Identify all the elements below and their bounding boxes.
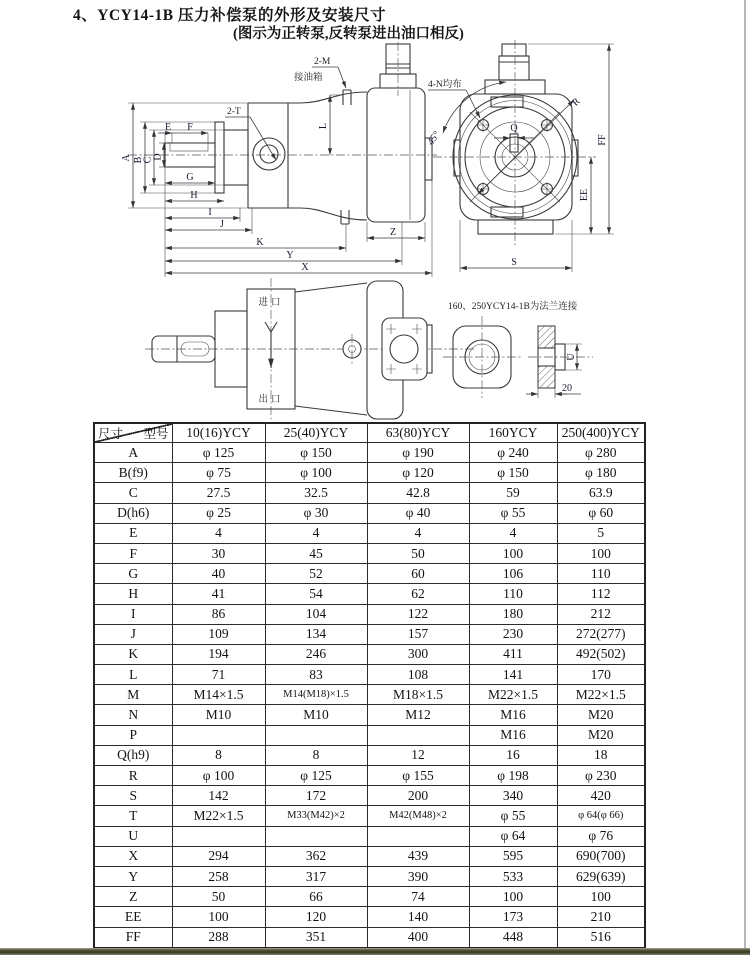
spec-value-cell: 122 bbox=[367, 604, 469, 624]
spec-table bbox=[93, 422, 646, 949]
spec-value-cell: 448 bbox=[469, 927, 557, 948]
spec-row bbox=[94, 826, 645, 846]
spec-table-header-row bbox=[94, 423, 645, 443]
spec-value-cell: φ 40 bbox=[367, 503, 469, 523]
spec-value-cell: 533 bbox=[469, 866, 557, 886]
spec-row bbox=[94, 887, 645, 907]
spec-value-cell: 108 bbox=[367, 665, 469, 685]
spec-value-cell: 59 bbox=[469, 483, 557, 503]
spec-value-cell: 100 bbox=[469, 887, 557, 907]
flange-note: 160、250YCY14-1B为法兰连接 bbox=[448, 302, 578, 312]
spec-value-cell: 690(700) bbox=[557, 846, 645, 866]
dimension-name-cell: Y bbox=[94, 866, 172, 886]
spec-row bbox=[94, 705, 645, 725]
spec-value-cell: 41 bbox=[172, 584, 265, 604]
dim-label-x: X bbox=[301, 262, 309, 273]
dim-label-a: A bbox=[121, 154, 132, 162]
pump-top-outline bbox=[152, 281, 432, 419]
dim-label-j: J bbox=[220, 219, 224, 230]
side-dims-top bbox=[158, 122, 208, 143]
spec-value-cell: 180 bbox=[469, 604, 557, 624]
top-view-drawing bbox=[145, 276, 475, 426]
spec-value-cell: φ 150 bbox=[469, 463, 557, 483]
spec-value-cell: 18 bbox=[557, 745, 645, 765]
spec-table-body bbox=[94, 443, 645, 949]
front-view-drawing bbox=[425, 40, 643, 298]
dim-label-z: Z bbox=[389, 227, 397, 238]
spec-value-cell: 390 bbox=[367, 866, 469, 886]
spec-value-cell: M33(M42)×2 bbox=[265, 806, 367, 826]
spec-value-cell: 141 bbox=[469, 665, 557, 685]
spec-row bbox=[94, 443, 645, 463]
spec-value-cell: 12 bbox=[367, 745, 469, 765]
dim-label-g: G bbox=[186, 172, 194, 183]
spec-value-cell: 272(277) bbox=[557, 624, 645, 644]
dimension-name-cell: H bbox=[94, 584, 172, 604]
dimension-name-cell: Z bbox=[94, 887, 172, 907]
dimension-name-cell: L bbox=[94, 665, 172, 685]
spec-value-cell: 110 bbox=[469, 584, 557, 604]
spec-value-cell: M10 bbox=[172, 705, 265, 725]
drain-port-note-2: 接油箱 bbox=[294, 73, 323, 83]
dimension-name-cell: C bbox=[94, 483, 172, 503]
corner-cell bbox=[94, 423, 172, 443]
spec-value-cell: 104 bbox=[265, 604, 367, 624]
dimension-name-cell: P bbox=[94, 725, 172, 745]
model-header-cell: 160YCY bbox=[469, 423, 557, 443]
spec-value-cell: 27.5 bbox=[172, 483, 265, 503]
spec-value-cell: φ 150 bbox=[265, 443, 367, 463]
dimension-name-cell: F bbox=[94, 543, 172, 563]
spec-value-cell: 142 bbox=[172, 786, 265, 806]
spec-value-cell: 66 bbox=[265, 887, 367, 907]
spec-value-cell: M14×1.5 bbox=[172, 685, 265, 705]
spec-value-cell: 629(639) bbox=[557, 866, 645, 886]
spec-value-cell: φ 30 bbox=[265, 503, 367, 523]
port-boss-circle bbox=[253, 138, 285, 170]
angle-label: 45° bbox=[425, 129, 443, 148]
spec-value-cell: 351 bbox=[265, 927, 367, 948]
spec-value-cell: 362 bbox=[265, 846, 367, 866]
corner-label-dimension: 尺寸 bbox=[98, 427, 124, 441]
dim-label-y: Y bbox=[286, 250, 294, 261]
spec-row bbox=[94, 523, 645, 543]
spec-value-cell: 106 bbox=[469, 564, 557, 584]
spec-value-cell: 8 bbox=[172, 745, 265, 765]
spec-value-cell: φ 55 bbox=[469, 503, 557, 523]
spec-value-cell: φ 190 bbox=[367, 443, 469, 463]
spec-value-cell: 300 bbox=[367, 644, 469, 664]
spec-value-cell: 63.9 bbox=[557, 483, 645, 503]
dim-label-c: C bbox=[142, 156, 154, 164]
spec-value-cell: φ 76 bbox=[557, 826, 645, 846]
spec-row bbox=[94, 665, 645, 685]
spec-row bbox=[94, 725, 645, 745]
dimension-name-cell: FF bbox=[94, 927, 172, 948]
spec-row bbox=[94, 483, 645, 503]
spec-value-cell: M20 bbox=[557, 705, 645, 725]
spec-value-cell: φ 125 bbox=[265, 766, 367, 786]
spec-value-cell: 246 bbox=[265, 644, 367, 664]
spec-row bbox=[94, 745, 645, 765]
spec-value-cell: 210 bbox=[557, 907, 645, 927]
spec-row bbox=[94, 644, 645, 664]
spec-value-cell: 30 bbox=[172, 543, 265, 563]
dimension-name-cell: D(h6) bbox=[94, 503, 172, 523]
spec-value-cell: 52 bbox=[265, 564, 367, 584]
dim-label-r: R bbox=[570, 95, 583, 109]
spec-value-cell: M18×1.5 bbox=[367, 685, 469, 705]
spec-value-cell: 110 bbox=[557, 564, 645, 584]
spec-value-cell bbox=[367, 826, 469, 846]
dimension-name-cell: I bbox=[94, 604, 172, 624]
dim-label-i: I bbox=[208, 207, 212, 218]
spec-value-cell: 100 bbox=[557, 887, 645, 907]
spec-row bbox=[94, 463, 645, 483]
dimension-name-cell: A bbox=[94, 443, 172, 463]
spec-value-cell: 172 bbox=[265, 786, 367, 806]
spec-value-cell: 8 bbox=[265, 745, 367, 765]
top-drain-port bbox=[343, 90, 351, 105]
dim-label-s: S bbox=[511, 257, 517, 268]
spec-value-cell: M14(M18)×1.5 bbox=[265, 685, 367, 705]
spec-row bbox=[94, 584, 645, 604]
spec-value-cell: 595 bbox=[469, 846, 557, 866]
spec-value-cell: M10 bbox=[265, 705, 367, 725]
spec-value-cell: 340 bbox=[469, 786, 557, 806]
spec-value-cell: φ 155 bbox=[367, 766, 469, 786]
spec-value-cell: 50 bbox=[367, 543, 469, 563]
spec-row bbox=[94, 766, 645, 786]
spec-value-cell: 439 bbox=[367, 846, 469, 866]
spec-value-cell: 74 bbox=[367, 887, 469, 907]
dim-label-b: B bbox=[133, 156, 144, 164]
dimension-name-cell: U bbox=[94, 826, 172, 846]
spec-value-cell: 62 bbox=[367, 584, 469, 604]
flange-detail-drawing bbox=[443, 286, 633, 426]
spec-value-cell: 4 bbox=[172, 523, 265, 543]
dimension-name-cell: N bbox=[94, 705, 172, 725]
inlet-label: 进口 bbox=[258, 298, 284, 308]
spec-value-cell: 492(502) bbox=[557, 644, 645, 664]
page-subtitle: (图示为正转泵,反转泵进出油口相反) bbox=[233, 26, 464, 42]
spec-value-cell: M22×1.5 bbox=[469, 685, 557, 705]
pump-side-outline bbox=[165, 44, 432, 224]
page-edge-line bbox=[744, 0, 746, 948]
spec-value-cell: M42(M48)×2 bbox=[367, 806, 469, 826]
page-title: 4、YCY14-1B 压力补偿泵的外形及安装尺寸 bbox=[73, 7, 386, 24]
pump-front-outline bbox=[433, 40, 596, 246]
dim-label-l: L bbox=[318, 122, 329, 130]
spec-value-cell: 16 bbox=[469, 745, 557, 765]
dimension-name-cell: S bbox=[94, 786, 172, 806]
flange-section-view bbox=[526, 326, 593, 398]
spec-row bbox=[94, 866, 645, 886]
model-header-cell: 10(16)YCY bbox=[172, 423, 265, 443]
dim-label-thickness: 20 bbox=[562, 383, 572, 394]
spec-value-cell: 4 bbox=[265, 523, 367, 543]
spec-value-cell: 288 bbox=[172, 927, 265, 948]
spec-value-cell: φ 230 bbox=[557, 766, 645, 786]
dimension-name-cell: R bbox=[94, 766, 172, 786]
spec-row bbox=[94, 846, 645, 866]
spec-value-cell: 140 bbox=[367, 907, 469, 927]
spec-value-cell: φ 240 bbox=[469, 443, 557, 463]
dim-label-h: H bbox=[190, 190, 198, 201]
spec-row bbox=[94, 624, 645, 644]
dimension-name-cell: B(f9) bbox=[94, 463, 172, 483]
dimension-name-cell: M bbox=[94, 685, 172, 705]
spec-value-cell: 317 bbox=[265, 866, 367, 886]
spec-value-cell: 109 bbox=[172, 624, 265, 644]
spec-value-cell: 100 bbox=[557, 543, 645, 563]
spec-value-cell: φ 25 bbox=[172, 503, 265, 523]
dimension-name-cell: X bbox=[94, 846, 172, 866]
spec-value-cell: 54 bbox=[265, 584, 367, 604]
spec-value-cell: M22×1.5 bbox=[172, 806, 265, 826]
spec-value-cell: 294 bbox=[172, 846, 265, 866]
spec-value-cell: 120 bbox=[265, 907, 367, 927]
spec-value-cell: φ 64 bbox=[469, 826, 557, 846]
dim-label-k: K bbox=[256, 237, 264, 248]
spec-value-cell: 258 bbox=[172, 866, 265, 886]
spec-value-cell: M12 bbox=[367, 705, 469, 725]
spec-value-cell: φ 64(φ 66) bbox=[557, 806, 645, 826]
spec-value-cell: φ 60 bbox=[557, 503, 645, 523]
spec-value-cell bbox=[265, 826, 367, 846]
spec-value-cell bbox=[172, 826, 265, 846]
spec-row bbox=[94, 543, 645, 563]
spec-value-cell: 5 bbox=[557, 523, 645, 543]
spec-value-cell: 32.5 bbox=[265, 483, 367, 503]
spec-value-cell: φ 180 bbox=[557, 463, 645, 483]
drain-port-note: 2-M bbox=[314, 57, 331, 67]
dimension-name-cell: E bbox=[94, 523, 172, 543]
dimension-name-cell: K bbox=[94, 644, 172, 664]
spec-row bbox=[94, 503, 645, 523]
spec-value-cell: 516 bbox=[557, 927, 645, 948]
spec-value-cell: M20 bbox=[557, 725, 645, 745]
spec-value-cell: φ 125 bbox=[172, 443, 265, 463]
spec-value-cell: φ 55 bbox=[469, 806, 557, 826]
outlet-label: 出口 bbox=[258, 395, 284, 405]
dimension-name-cell: T bbox=[94, 806, 172, 826]
side-leaders bbox=[225, 57, 346, 160]
spec-value-cell: 170 bbox=[557, 665, 645, 685]
spec-value-cell: 134 bbox=[265, 624, 367, 644]
rear-flange bbox=[382, 318, 427, 380]
flange-face-view bbox=[443, 316, 523, 398]
dimension-name-cell: Q(h9) bbox=[94, 745, 172, 765]
dimension-name-cell: EE bbox=[94, 907, 172, 927]
side-dims-right bbox=[318, 95, 425, 242]
spec-value-cell: 212 bbox=[557, 604, 645, 624]
spec-value-cell: 40 bbox=[172, 564, 265, 584]
spec-row bbox=[94, 927, 645, 948]
spec-value-cell: 4 bbox=[367, 523, 469, 543]
spec-row bbox=[94, 564, 645, 584]
side-view-drawing bbox=[90, 42, 443, 287]
thread-port-note: 2-T bbox=[227, 107, 241, 117]
spec-value-cell: 420 bbox=[557, 786, 645, 806]
side-dims-left bbox=[121, 103, 248, 208]
spec-value-cell: M22×1.5 bbox=[557, 685, 645, 705]
spec-value-cell: φ 120 bbox=[367, 463, 469, 483]
spec-value-cell: M16 bbox=[469, 725, 557, 745]
spec-value-cell: 100 bbox=[469, 543, 557, 563]
spec-value-cell: 86 bbox=[172, 604, 265, 624]
spec-value-cell: φ 75 bbox=[172, 463, 265, 483]
dim-label-q: Q bbox=[510, 123, 518, 134]
spec-value-cell: φ 100 bbox=[265, 463, 367, 483]
dim-label-u: U bbox=[566, 353, 577, 361]
spec-value-cell: 100 bbox=[172, 907, 265, 927]
spec-value-cell: 50 bbox=[172, 887, 265, 907]
spec-value-cell: 4 bbox=[469, 523, 557, 543]
bolt-pattern-note: 4-N均布 bbox=[428, 80, 462, 90]
spec-row bbox=[94, 604, 645, 624]
spec-value-cell: 83 bbox=[265, 665, 367, 685]
spec-value-cell bbox=[265, 725, 367, 745]
spec-row bbox=[94, 685, 645, 705]
spec-value-cell: 230 bbox=[469, 624, 557, 644]
spec-value-cell bbox=[172, 725, 265, 745]
dim-label-ff: FF bbox=[597, 134, 608, 146]
dim-label-e: E bbox=[164, 122, 172, 133]
spec-value-cell: 194 bbox=[172, 644, 265, 664]
spec-value-cell: φ 280 bbox=[557, 443, 645, 463]
spec-value-cell: 42.8 bbox=[367, 483, 469, 503]
spec-value-cell: 45 bbox=[265, 543, 367, 563]
spec-row bbox=[94, 907, 645, 927]
spec-value-cell: 400 bbox=[367, 927, 469, 948]
spec-value-cell: 200 bbox=[367, 786, 469, 806]
model-header-cell: 63(80)YCY bbox=[367, 423, 469, 443]
model-header-cell: 250(400)YCY bbox=[557, 423, 645, 443]
spec-row bbox=[94, 806, 645, 826]
spec-row bbox=[94, 786, 645, 806]
spec-value-cell: φ 100 bbox=[172, 766, 265, 786]
spec-value-cell bbox=[367, 725, 469, 745]
model-header-cell: 25(40)YCY bbox=[265, 423, 367, 443]
corner-label-model: 型号 bbox=[143, 427, 169, 441]
spec-value-cell: M16 bbox=[469, 705, 557, 725]
dim-label-f: F bbox=[187, 122, 193, 133]
spec-value-cell: 173 bbox=[469, 907, 557, 927]
spec-value-cell: 60 bbox=[367, 564, 469, 584]
spec-value-cell: φ 198 bbox=[469, 766, 557, 786]
dimension-name-cell: G bbox=[94, 564, 172, 584]
dim-label-d: D bbox=[152, 153, 164, 161]
page-bottom-bar bbox=[0, 948, 750, 955]
spec-value-cell: 112 bbox=[557, 584, 645, 604]
spec-value-cell: 71 bbox=[172, 665, 265, 685]
dim-label-ee: EE bbox=[579, 188, 590, 202]
spec-value-cell: 411 bbox=[469, 644, 557, 664]
dimension-name-cell: J bbox=[94, 624, 172, 644]
spec-value-cell: 157 bbox=[367, 624, 469, 644]
